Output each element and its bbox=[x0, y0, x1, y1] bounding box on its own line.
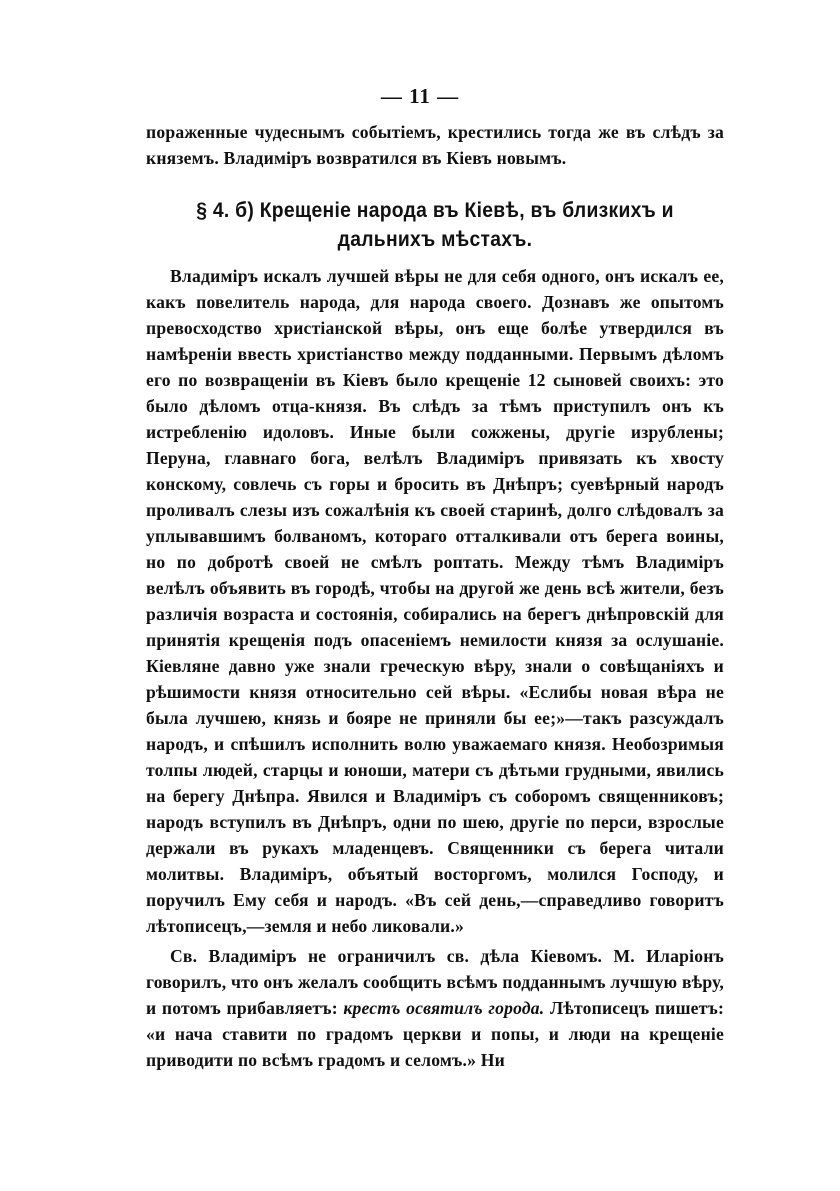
body-text-block bbox=[146, 263, 724, 1077]
section-heading: § 4. б) Крещеніе народа въ Кіевѣ, въ близкихъ и дальнихъ мѣстахъ. bbox=[196, 199, 674, 251]
intro-paragraph: пораженные чудеснымъ событіемъ, крестились тогда же въ слѣдъ за княземъ. Владиміръ возвратился въ Кіевъ новымъ. bbox=[146, 122, 724, 168]
intro-text-block bbox=[146, 119, 724, 171]
paragraph-2-after: Лѣтописецъ пишетъ: «и нача ставити по градомъ церкви и попы, и люди на крещеніе приводити по всѣмъ градомъ и селомъ.» Ни bbox=[146, 998, 724, 1070]
paragraph-2-emphasis: крестъ освятилъ города. bbox=[343, 998, 545, 1018]
page-number: — 11 — bbox=[380, 84, 460, 108]
paragraph-2 bbox=[146, 943, 724, 1073]
paragraph-1: Владиміръ искалъ лучшей вѣры не для себя одного, онъ искалъ ее, какъ повелитель народа, для народа своего. Дознавъ же опытомъ превосходство христіанской вѣры, онъ еще болѣе утвердился въ намѣреніи ввесть христіанство между подданными. Первымъ дѣломъ его по возвращеніи въ Кіевъ было крещеніе 12 сыновей своихъ: это было дѣломъ отца-князя. Въ слѣдъ за тѣмъ приступилъ онъ къ истребленію идоловъ. Иные были сожжены, другіе изрублены; Перуна, главнаго бога, велѣлъ Владиміръ привязать къ хвосту конскому, совлечь съ горы и бросить въ Днѣпръ; суевѣрный народъ проливалъ слезы изъ сожалѣнія къ своей старинѣ, долго слѣдовалъ за уплывавшимъ болваномъ, котораго отталкивали отъ берега воины, но по добротѣ своей не смѣлъ роптать. Между тѣмъ Владиміръ велѣлъ объявить въ городѣ, чтобы на другой же день всѣ жители, безъ различія возраста и состоянія, собирались на берегъ днѣпровскій для принятія крещенія подъ опасеніемъ немилости князя за ослушаніе. Кіевляне давно уже знали греческую вѣру, знали о совѣщаніяхъ и рѣшимости князя относительно сей вѣры. «Еслибы новая вѣра не была лучшею, князь и бояре не приняли бы ее;»—такъ разсуждалъ народъ, и спѣшилъ исполнить волю уважаемаго князя. Необозримыя толпы людей, старцы и юноши, матери съ дѣтьми грудными, явились на берегу Днѣпра. Явился и Владиміръ съ соборомъ священниковъ; народъ вступилъ въ Днѣпръ, одни по шею, другіе по перси, взрослые держали въ рукахъ младенцевъ. Священники съ берега читали молитвы. Владиміръ, объятый восторгомъ, молился Господу, и поручилъ Ему себя и народъ. «Въ сей день,—справедливо говоритъ лѣтописецъ,—земля и небо ликовали.» bbox=[146, 266, 724, 936]
paragraph-2-before: Св. Владиміръ не ограничилъ св. дѣла Кіевомъ. М. Иларіонъ говорилъ, что онъ желалъ сообщить всѣмъ подданнымъ лучшую вѣру, и потомъ прибавляетъ: bbox=[146, 946, 724, 1018]
